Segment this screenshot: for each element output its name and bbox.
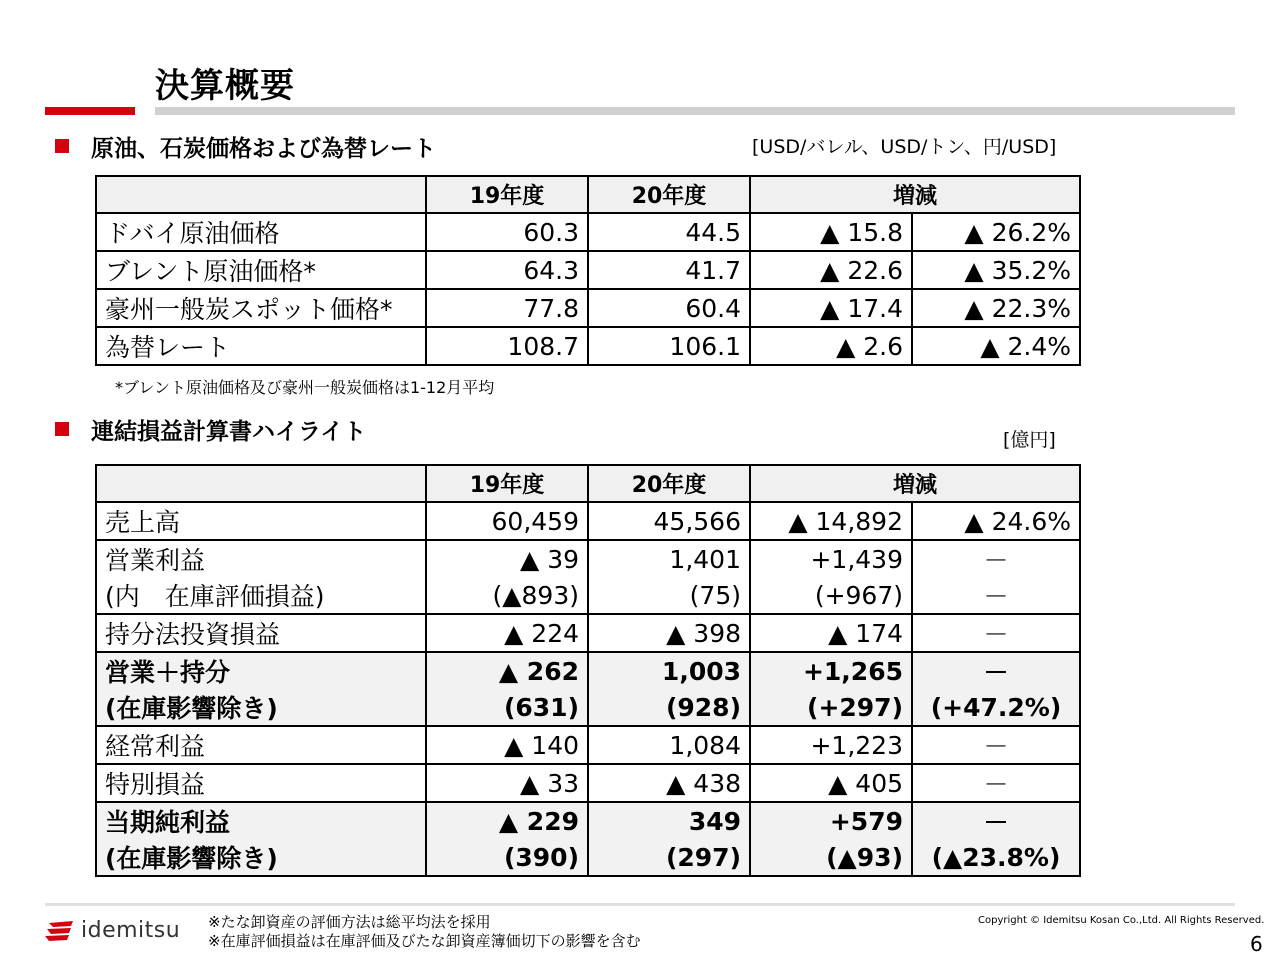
cell-diff: +579	[750, 802, 912, 839]
cell-diff: ▲ 17.4	[750, 289, 912, 327]
cell-diff: ▲ 22.6	[750, 251, 912, 289]
cell-fy19: (390)	[426, 839, 588, 876]
company-logo	[45, 918, 180, 943]
table-row	[96, 652, 1080, 689]
cell-pct: ▲ 2.4%	[912, 327, 1080, 365]
table-row	[96, 802, 1080, 839]
header-fy20: 20年度	[588, 465, 750, 502]
cell-diff: +1,265	[750, 652, 912, 689]
title-accent-bar	[45, 107, 135, 115]
row-label: (在庫影響除き)	[96, 839, 426, 876]
row-label: 持分法投資損益	[96, 614, 426, 652]
table-row	[96, 577, 1080, 614]
table-row	[96, 839, 1080, 876]
footer-note-2: ※在庫評価損益は在庫評価及びたな卸資産簿価切下の影響を含む	[208, 932, 641, 950]
row-label: 為替レート	[96, 327, 426, 365]
section2-unit: [億円]	[1003, 429, 1056, 451]
cell-fy20: (297)	[588, 839, 750, 876]
section1-heading-text: 原油、石炭価格および為替レート	[91, 136, 436, 162]
cell-pct: ▲ 26.2%	[912, 213, 1080, 251]
row-label: 営業利益	[96, 540, 426, 577]
cell-fy20: 44.5	[588, 213, 750, 251]
row-label: (内 在庫評価損益)	[96, 577, 426, 614]
cell-pct: ▲ 24.6%	[912, 502, 1080, 540]
section2-heading-text: 連結損益計算書ハイライト	[91, 419, 367, 445]
table-row	[96, 540, 1080, 577]
cell-fy20: ▲ 398	[588, 614, 750, 652]
bullet-square-icon	[55, 422, 69, 436]
cell-fy20: 45,566	[588, 502, 750, 540]
cell-fy20: 349	[588, 802, 750, 839]
price-table-note: *ブレント原油価格及び豪州一般炭価格は1-12月平均	[115, 378, 495, 397]
logo-text: idemitsu	[81, 918, 181, 943]
table-row	[96, 614, 1080, 652]
cell-diff: ▲ 15.8	[750, 213, 912, 251]
row-label: 営業＋持分	[96, 652, 426, 689]
header-fy20: 20年度	[588, 176, 750, 213]
copyright-text: Copyright © Idemitsu Kosan Co.,Ltd. All Rights Reserved.	[978, 915, 1265, 926]
row-label: 特別損益	[96, 764, 426, 802]
income-table	[95, 464, 1081, 877]
cell-fy20: 1,003	[588, 652, 750, 689]
cell-fy20: 41.7	[588, 251, 750, 289]
cell-pct: －	[912, 764, 1080, 802]
table-header-row	[96, 176, 1080, 213]
cell-fy20: ▲ 438	[588, 764, 750, 802]
footer-note-1: ※たな卸資産の評価方法は総平均法を採用	[208, 913, 491, 931]
cell-diff: +1,223	[750, 726, 912, 764]
cell-diff: +1,439	[750, 540, 912, 577]
cell-fy19: ▲ 140	[426, 726, 588, 764]
table-row	[96, 726, 1080, 764]
header-fy19: 19年度	[426, 176, 588, 213]
table-row	[96, 327, 1080, 365]
cell-fy19: ▲ 229	[426, 802, 588, 839]
cell-diff: ▲ 2.6	[750, 327, 912, 365]
cell-fy19: ▲ 262	[426, 652, 588, 689]
cell-diff: ▲ 405	[750, 764, 912, 802]
cell-diff: (+297)	[750, 689, 912, 726]
table-row	[96, 502, 1080, 540]
cell-pct: －	[912, 577, 1080, 614]
page-number: 6	[1250, 932, 1263, 956]
cell-pct: －	[912, 652, 1080, 689]
cell-fy20: 1,084	[588, 726, 750, 764]
cell-fy19: ▲ 39	[426, 540, 588, 577]
cell-fy19: (▲893)	[426, 577, 588, 614]
cell-fy20: 1,401	[588, 540, 750, 577]
footer-divider	[45, 903, 1235, 906]
header-blank	[96, 465, 426, 502]
table-header-row	[96, 465, 1080, 502]
idemitsu-logo-icon	[45, 920, 75, 942]
cell-diff: ▲ 14,892	[750, 502, 912, 540]
row-label: 経常利益	[96, 726, 426, 764]
cell-pct: －	[912, 614, 1080, 652]
page-title: 決算概要	[155, 66, 295, 106]
row-label: 当期純利益	[96, 802, 426, 839]
header-change: 増減	[750, 465, 1080, 502]
cell-fy20: 106.1	[588, 327, 750, 365]
row-label: ドバイ原油価格	[96, 213, 426, 251]
table-row	[96, 213, 1080, 251]
cell-pct: －	[912, 726, 1080, 764]
price-table	[95, 175, 1081, 366]
cell-fy20: 60.4	[588, 289, 750, 327]
cell-pct: (+47.2%)	[912, 689, 1080, 726]
cell-diff: ▲ 174	[750, 614, 912, 652]
row-label: 豪州一般炭スポット価格*	[96, 289, 426, 327]
section2-heading	[55, 413, 366, 446]
header-blank	[96, 176, 426, 213]
cell-pct: ▲ 35.2%	[912, 251, 1080, 289]
cell-diff: (+967)	[750, 577, 912, 614]
table-row	[96, 764, 1080, 802]
header-fy19: 19年度	[426, 465, 588, 502]
cell-fy19: 108.7	[426, 327, 588, 365]
cell-fy20: (928)	[588, 689, 750, 726]
table-row	[96, 689, 1080, 726]
cell-fy19: 77.8	[426, 289, 588, 327]
row-label: (在庫影響除き)	[96, 689, 426, 726]
table-row	[96, 289, 1080, 327]
cell-pct: －	[912, 802, 1080, 839]
row-label: 売上高	[96, 502, 426, 540]
cell-fy19: ▲ 33	[426, 764, 588, 802]
section1-unit: [USD/バレル、USD/トン、円/USD]	[752, 136, 1057, 158]
title-underline	[155, 107, 1235, 115]
cell-fy19: 60.3	[426, 213, 588, 251]
section1-heading	[55, 130, 436, 163]
cell-fy19: 64.3	[426, 251, 588, 289]
table-row	[96, 251, 1080, 289]
footer-notes	[208, 913, 641, 951]
cell-fy19: (631)	[426, 689, 588, 726]
row-label: ブレント原油価格*	[96, 251, 426, 289]
cell-diff: (▲93)	[750, 839, 912, 876]
cell-pct: －	[912, 540, 1080, 577]
cell-pct: (▲23.8%)	[912, 839, 1080, 876]
bullet-square-icon	[55, 139, 69, 153]
cell-pct: ▲ 22.3%	[912, 289, 1080, 327]
cell-fy20: (75)	[588, 577, 750, 614]
cell-fy19: 60,459	[426, 502, 588, 540]
header-change: 増減	[750, 176, 1080, 213]
cell-fy19: ▲ 224	[426, 614, 588, 652]
